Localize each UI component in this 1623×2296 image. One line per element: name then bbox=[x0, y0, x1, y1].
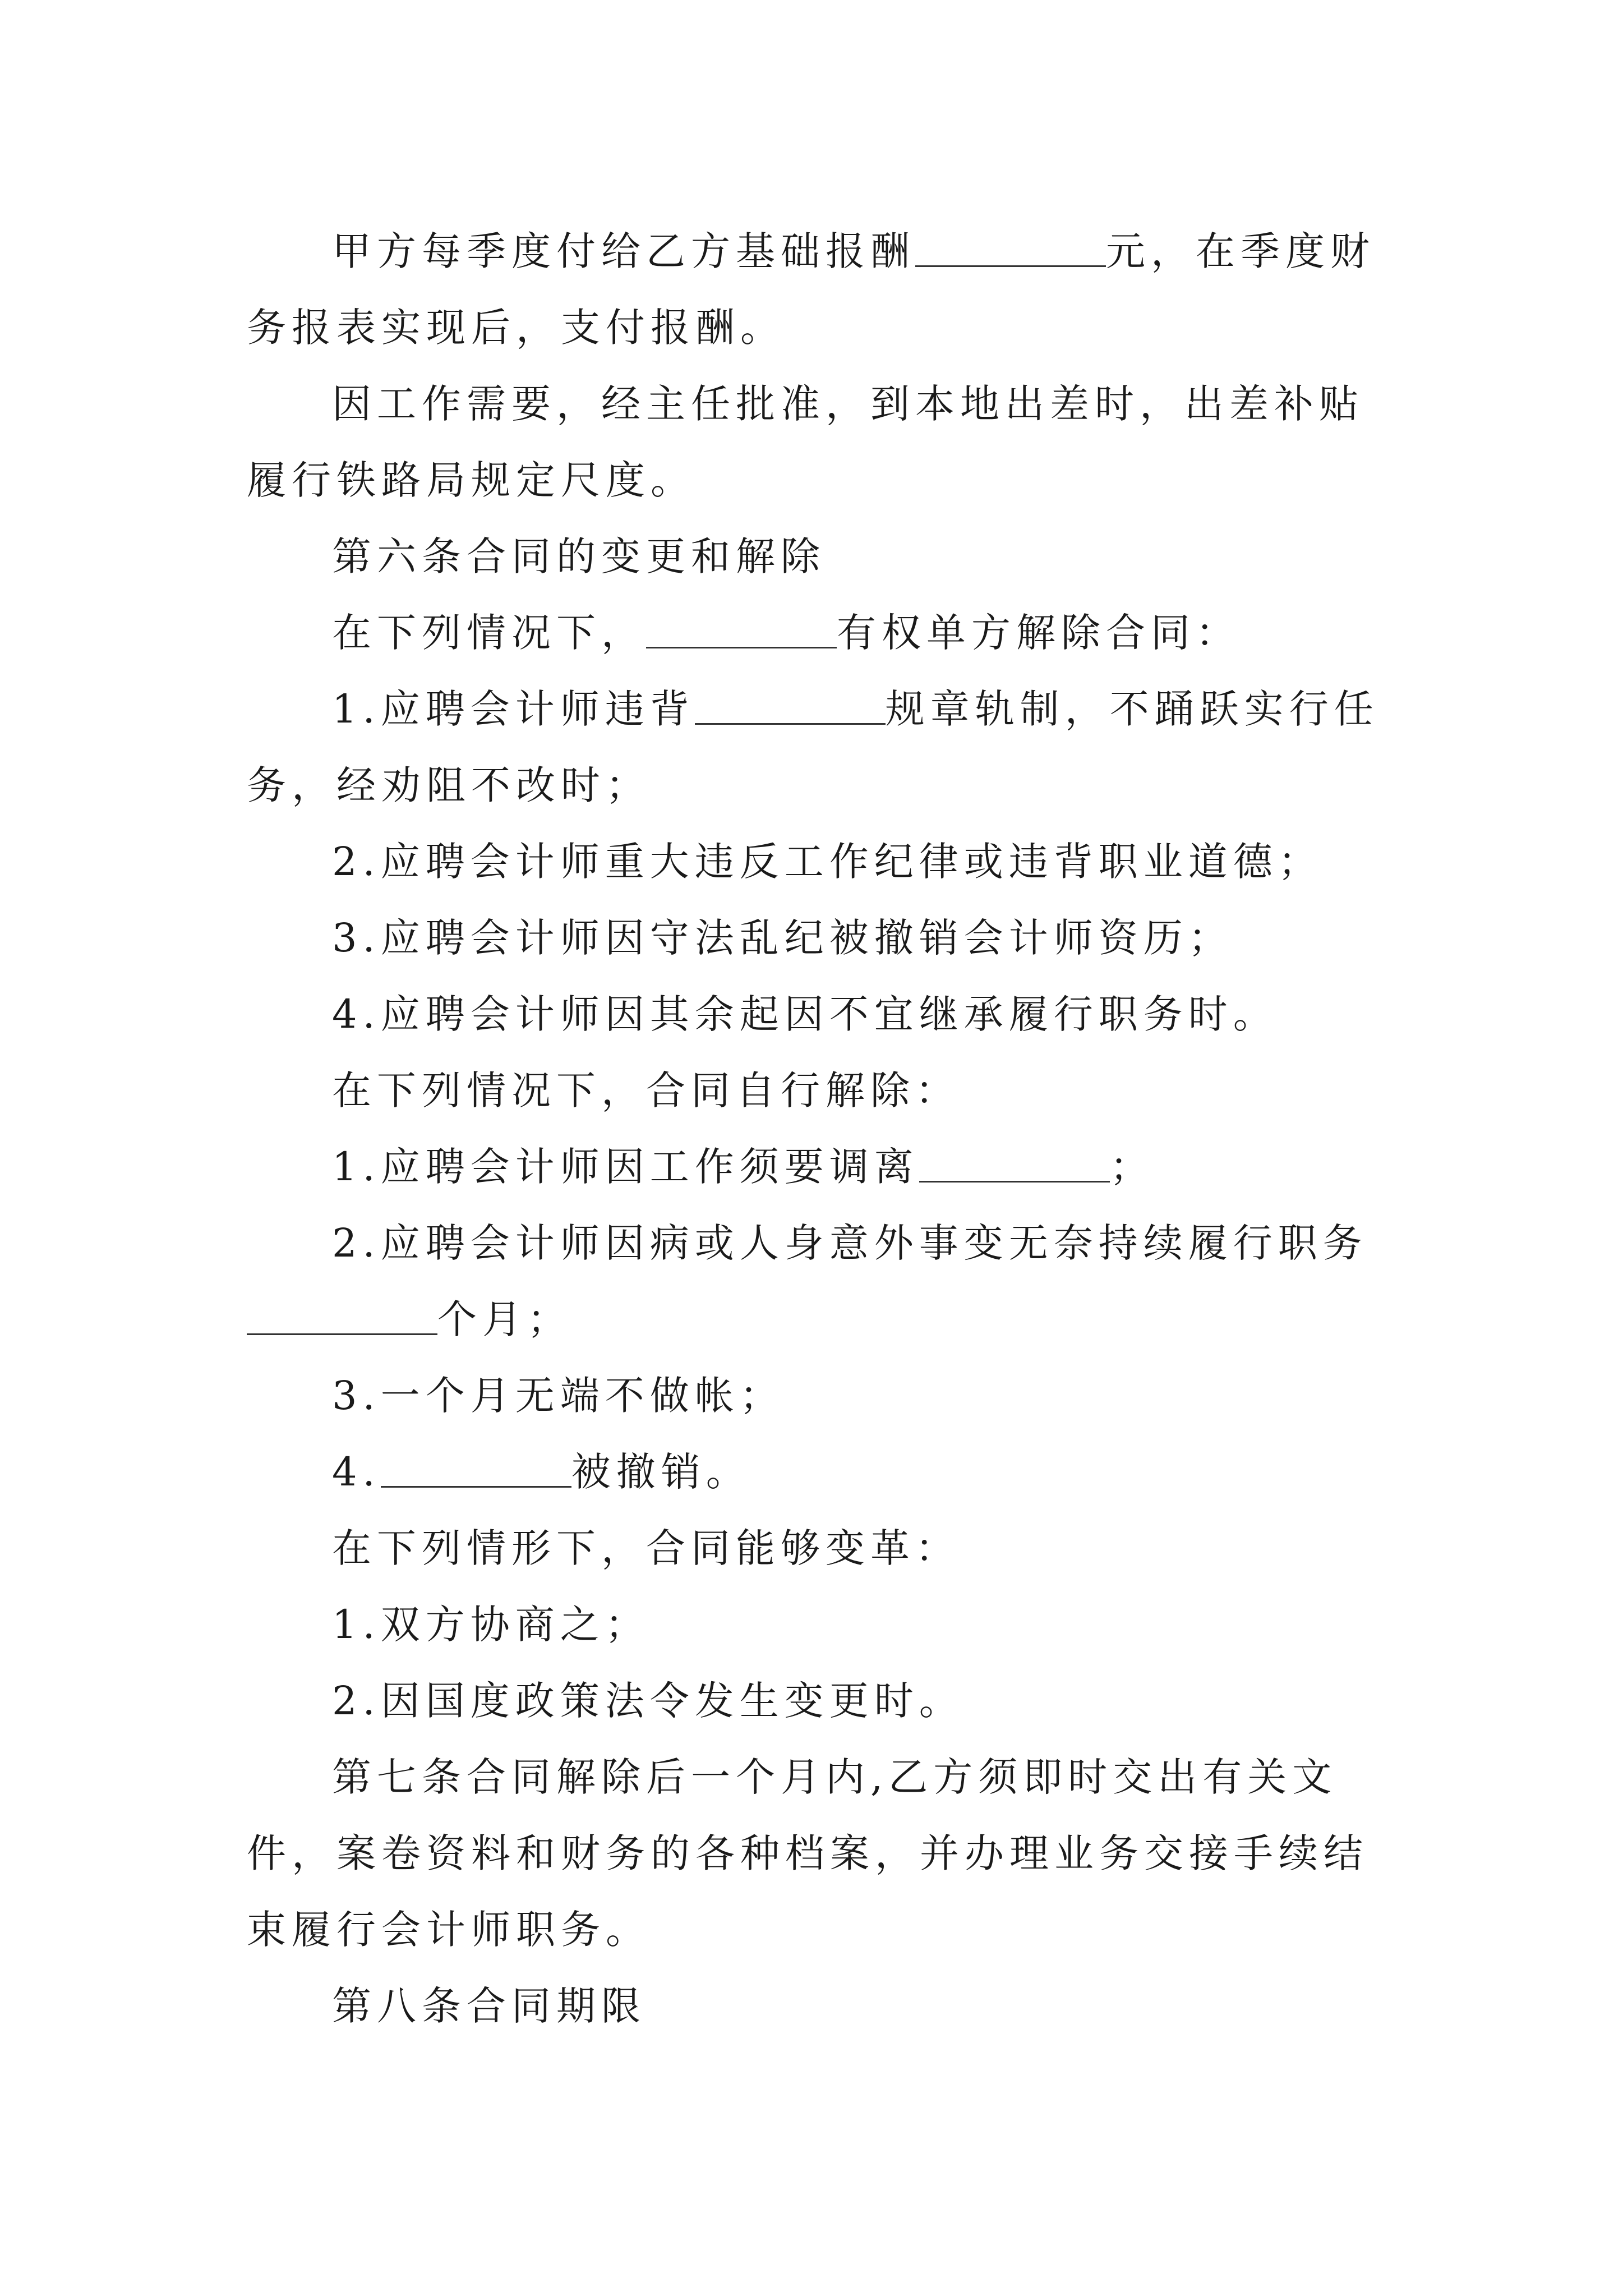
section-heading-6: 第六条合同的变更和解除 bbox=[332, 533, 826, 579]
section-heading-7: 第七条合同解除后一个月内,乙方须即时交出有关文件，案卷资料和财务的各种档案，并办理业务交接手续结束履行会计师职务。 bbox=[247, 1754, 1368, 1953]
list-item: 1.双方协商之； bbox=[332, 1602, 650, 1648]
list-item: 2.应聘会计师因病或人身意外事变无奈持续履行职务个月； bbox=[247, 1205, 1385, 1358]
blank-line bbox=[915, 226, 1106, 267]
list-item: 4.应聘会计师因其余起因不宜继承履行职务时。 bbox=[332, 991, 1278, 1037]
list-item: 1.应聘会计师因工作须要调离 ； bbox=[247, 1129, 1385, 1205]
blank-line bbox=[381, 1447, 571, 1488]
blank-line bbox=[919, 1142, 1110, 1182]
list-item: 3.一个月无端不做帐； bbox=[332, 1373, 785, 1419]
list-item: 4. 被撤销。 bbox=[247, 1434, 1385, 1510]
blank-line bbox=[646, 608, 837, 648]
blank-line bbox=[247, 1294, 437, 1335]
document-page bbox=[247, 213, 1385, 2044]
paragraph-auto-termination: 在下列情况下，合同自行解除： bbox=[332, 1068, 960, 1114]
paragraph-change: 在下列情形下，合同能够变革： bbox=[332, 1525, 960, 1571]
list-item: 2.因国度政策法令发生变更时。 bbox=[332, 1678, 964, 1724]
paragraph-travel: 因工作需要，经主任批准，到本地出差时，出差补贴履行铁路局规定尺度。 bbox=[247, 381, 1364, 503]
list-item: 1.应聘会计师违背 规章轨制，不踊跃实行任务，经劝阻不改时； bbox=[247, 671, 1385, 823]
list-item: 2.应聘会计师重大违反工作纪律或违背职业道德； bbox=[332, 839, 1323, 885]
paragraph-termination-intro: 在下列情况下， 有权单方解除合同： bbox=[247, 595, 1385, 671]
blank-line bbox=[695, 684, 886, 725]
paragraph-payment: 甲方每季度付给乙方基础报酬 元，在季度财务报表实现后，支付报酬。 bbox=[247, 213, 1385, 366]
section-heading-8: 第八条合同期限 bbox=[332, 1983, 646, 2029]
list-item: 3.应聘会计师因守法乱纪被撤销会计师资历； bbox=[332, 915, 1233, 961]
